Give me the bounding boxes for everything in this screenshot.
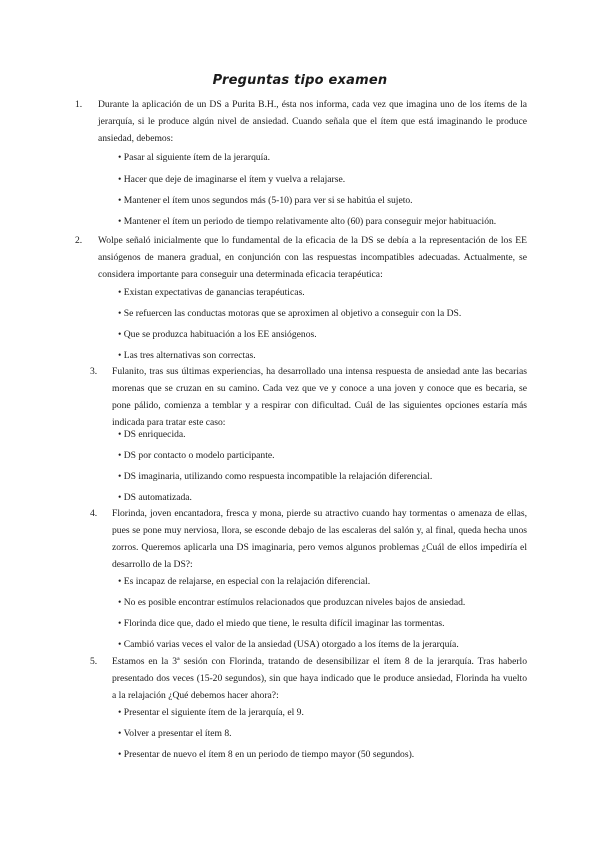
question-5 (90, 653, 527, 704)
option: • DS automatizada. (118, 492, 192, 503)
option: • Presentar de nuevo el ítem 8 en un periodo de tiempo mayor (50 segundos). (118, 749, 415, 760)
option: • Hacer que deje de imaginarse el ítem y vuelva a relajarse. (118, 174, 346, 185)
question-number: 4. (90, 508, 98, 519)
question-text: Wolpe señaló inicialmente que lo fundamental de la eficacia de la DS se debía a la representación de los EE ansiógenos de manera gradual, en conjunción con las respuestas incompatibles adecuadas. Actualmente, se considera importante para conseguir una determinada eficacia terapéutica: (98, 235, 527, 280)
option: • Mantener el ítem un periodo de tiempo relativamente alto (60) para conseguir mejor habituación. (118, 216, 497, 227)
question-text: Durante la aplicación de un DS a Purita B.H., ésta nos informa, cada vez que imagina uno de los ítems de la jerarquía, si le produce algún nivel de ansiedad. Cuando señala que el ítem que está imaginando le produce ansiedad, debemos: (98, 99, 527, 144)
question-3 (90, 363, 527, 431)
option: • Las tres alternativas son correctas. (118, 350, 256, 361)
option: • Es incapaz de relajarse, en especial con la relajación diferencial. (118, 576, 371, 587)
option: • Florinda dice que, dado el miedo que tiene, le resulta difícil imaginar las tormentas. (118, 618, 445, 629)
option: • Volver a presentar el ítem 8. (118, 728, 232, 739)
option: • Cambió varias veces el valor de la ansiedad (USA) otorgado a los ítems de la jerarquía. (118, 639, 459, 650)
question-1 (75, 96, 527, 147)
option: • Existan expectativas de ganancias terapéuticas. (118, 287, 305, 298)
question-4 (90, 505, 527, 573)
question-text: Florinda, joven encantadora, fresca y mona, pierde su atractivo cuando hay tormentas o amenaza de ellas, pues se pone muy nerviosa, llora, se esconde debajo de las escaleras del salón y, al final, queda hecha unos zorros. Queremos aplicarla una DS imaginaria, pero vemos algunos problemas ¿Cuál de ellos impediría el desarrollo de la DS?: (112, 508, 527, 570)
option: • Se refuercen las conductas motoras que se aproximen al objetivo a conseguir con la DS. (118, 308, 462, 319)
option: • DS enriquecida. (118, 429, 186, 440)
option: • Mantener el ítem unos segundos más (5-10) para ver si se habitúa el sujeto. (118, 195, 413, 206)
question-number: 2. (75, 235, 83, 246)
question-2 (75, 232, 527, 283)
question-text: Estamos en la 3ª sesión con Florinda, tratando de desensibilizar el ítem 8 de la jerarquía. Tras haberlo presentado dos veces (15-20 segundos), sin que haya indicado que le produce ansiedad, Florinda ha vuelto a la relajación ¿Qué debemos hacer ahora?: (112, 656, 527, 701)
question-number: 5. (90, 656, 98, 667)
question-number: 3. (90, 366, 98, 377)
option: • DS imaginaria, utilizando como respuesta incompatible la relajación diferencial. (118, 471, 433, 482)
option: • No es posible encontrar estímulos relacionados que produzcan niveles bajos de ansiedad. (118, 597, 466, 608)
page-title: Preguntas tipo examen (212, 73, 388, 88)
question-number: 1. (75, 99, 83, 110)
option: • Presentar el siguiente ítem de la jerarquía, el 9. (118, 707, 304, 718)
option: • Pasar al siguiente ítem de la jerarquía. (118, 152, 271, 163)
option: • Que se produzca habituación a los EE ansiógenos. (118, 329, 317, 340)
option: • DS por contacto o modelo participante. (118, 450, 275, 461)
question-text: Fulanito, tras sus últimas experiencias, ha desarrollado una intensa respuesta de ansiedad ante las becarias morenas que se cruzan en su camino. Cada vez que ve y conoce a una joven y conoce que es becaria, se pone pálido, comienza a temblar y a respirar con dificultad. Cuál de las siguientes opciones estaría más indicada para tratar este caso: (112, 366, 527, 428)
